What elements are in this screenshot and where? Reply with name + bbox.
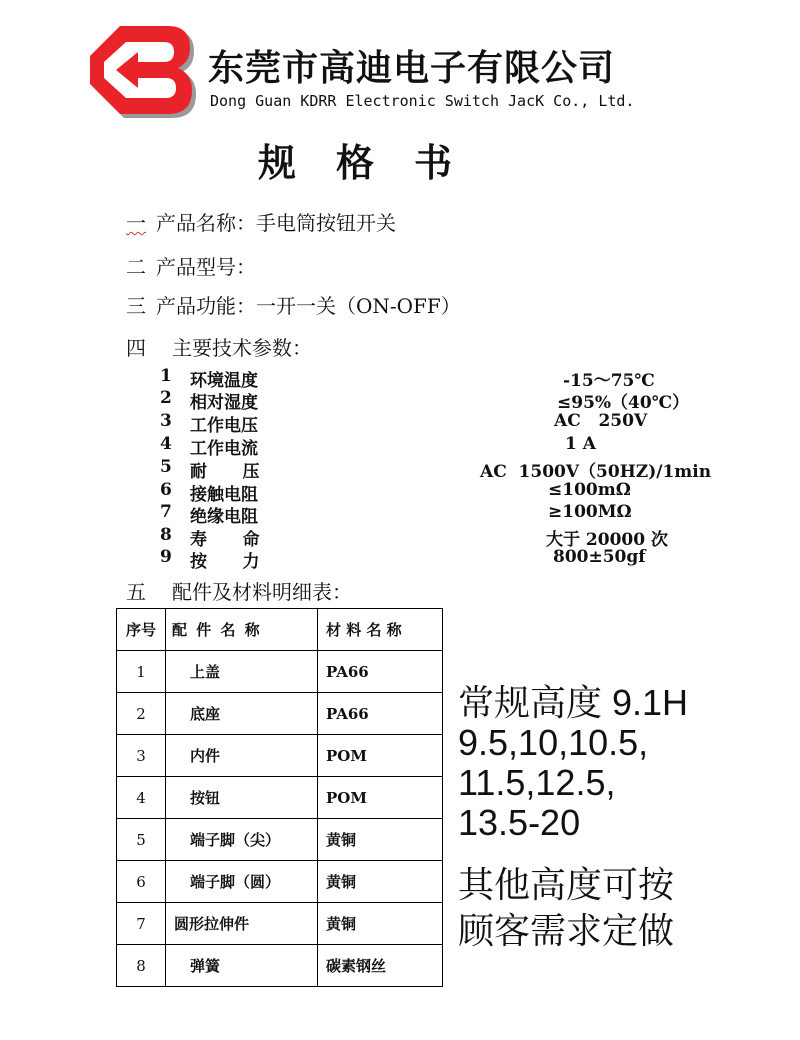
cell-part-name: 端子脚（尖） <box>166 819 318 861</box>
table-row <box>117 693 443 735</box>
header-cell-index: 序号 <box>117 609 166 651</box>
note-line: 13.5-20 <box>458 802 581 843</box>
cell-part-name: 上盖 <box>166 651 318 693</box>
cell-part-name: 按钮 <box>166 777 318 819</box>
cell-part-name: 圆形拉伸件 <box>166 903 318 945</box>
section-product-model <box>126 251 256 280</box>
param-name: 寿 命 <box>190 530 260 550</box>
section-number: 五 <box>126 580 146 604</box>
cell-index: 6 <box>117 861 166 903</box>
param-number: 8 <box>160 525 172 545</box>
cell-material: 黄铜 <box>318 819 443 861</box>
table-row <box>117 777 443 819</box>
param-name: 工作电流 <box>190 439 258 459</box>
table-row <box>117 945 443 987</box>
cell-index: 1 <box>117 651 166 693</box>
param-name: 环境温度 <box>190 371 258 391</box>
note-line: 顾客需求定做 <box>458 910 675 951</box>
company-logo <box>86 22 196 122</box>
header-cell-part-name: 配 件 名 称 <box>166 609 318 651</box>
section-text: 配件及材料明细表： <box>172 580 352 604</box>
section-parts-list <box>126 576 352 605</box>
param-value: 800±50gf <box>553 547 646 567</box>
table-header-row <box>117 609 443 651</box>
section-text: 产品功能：一开一关（ON-OFF） <box>156 294 461 318</box>
custom-note <box>458 862 674 954</box>
param-value: 大于 20000 次 <box>546 530 668 550</box>
param-number: 5 <box>160 457 172 477</box>
param-number: 9 <box>160 547 172 567</box>
cell-part-name: 弹簧 <box>166 945 318 987</box>
cell-material: POM <box>318 735 443 777</box>
cell-part-name: 内件 <box>166 735 318 777</box>
height-note <box>458 683 688 843</box>
note-line: 其他高度可按 <box>458 864 675 905</box>
table-row <box>117 819 443 861</box>
parts-table <box>116 608 443 987</box>
param-name: 耐 压 <box>190 462 260 482</box>
param-name: 相对湿度 <box>190 393 258 413</box>
document-title: 规格书 <box>258 141 493 185</box>
cell-index: 8 <box>117 945 166 987</box>
cell-part-name: 底座 <box>166 693 318 735</box>
param-number: 1 <box>160 366 172 386</box>
note-line: 常规高度 9.1H <box>458 682 689 723</box>
param-value: AC 1500V（50HZ)/1min <box>480 462 712 482</box>
cell-index: 2 <box>117 693 166 735</box>
section-number: 四 <box>126 336 146 360</box>
param-number: 6 <box>160 480 172 500</box>
cell-index: 3 <box>117 735 166 777</box>
param-number: 3 <box>160 411 172 431</box>
param-value: ≥100MΩ <box>548 502 632 522</box>
section-text: 产品型号： <box>156 255 256 279</box>
cell-part-name: 端子脚（圆） <box>166 861 318 903</box>
param-value: 1 A <box>565 434 596 454</box>
param-number: 2 <box>160 388 172 408</box>
param-value: ≤100mΩ <box>548 480 631 500</box>
param-value: ≤95%（40℃） <box>557 393 690 413</box>
param-name: 工作电压 <box>190 416 258 436</box>
header-cell-material: 材 料 名 称 <box>318 609 443 651</box>
param-value: AC 250V <box>554 411 648 431</box>
cell-material: 碳素钢丝 <box>318 945 443 987</box>
section-text: 主要技术参数： <box>172 336 312 360</box>
note-line: 9.5,10,10.5, <box>458 722 649 763</box>
table-row <box>117 735 443 777</box>
cell-material: PA66 <box>318 693 443 735</box>
cell-index: 7 <box>117 903 166 945</box>
note-line: 11.5,12.5, <box>458 762 616 803</box>
section-product-name <box>126 207 396 236</box>
section-product-function <box>126 290 461 319</box>
cell-material: PA66 <box>318 651 443 693</box>
company-name-cn: 东莞市高迪电子有限公司 <box>208 48 616 89</box>
section-number: 二 <box>126 255 146 279</box>
cell-index: 4 <box>117 777 166 819</box>
section-number: 三 <box>126 294 146 318</box>
param-value: -15～75℃ <box>563 371 655 391</box>
cell-material: 黄铜 <box>318 861 443 903</box>
param-name: 绝缘电阻 <box>190 507 258 527</box>
section-text: 产品名称：手电筒按钮开关 <box>156 211 396 235</box>
section-number: 一 <box>126 211 146 235</box>
cell-material: POM <box>318 777 443 819</box>
cell-index: 5 <box>117 819 166 861</box>
cell-material: 黄铜 <box>318 903 443 945</box>
table-row <box>117 903 443 945</box>
company-name-en: Dong Guan KDRR Electronic Switch JacK Co., Ltd. <box>210 92 635 110</box>
param-name: 接触电阻 <box>190 485 258 505</box>
table-row <box>117 861 443 903</box>
param-number: 4 <box>160 434 172 454</box>
param-number: 7 <box>160 502 172 522</box>
param-name: 按 力 <box>190 552 260 572</box>
table-row <box>117 651 443 693</box>
section-tech-params <box>126 332 312 361</box>
